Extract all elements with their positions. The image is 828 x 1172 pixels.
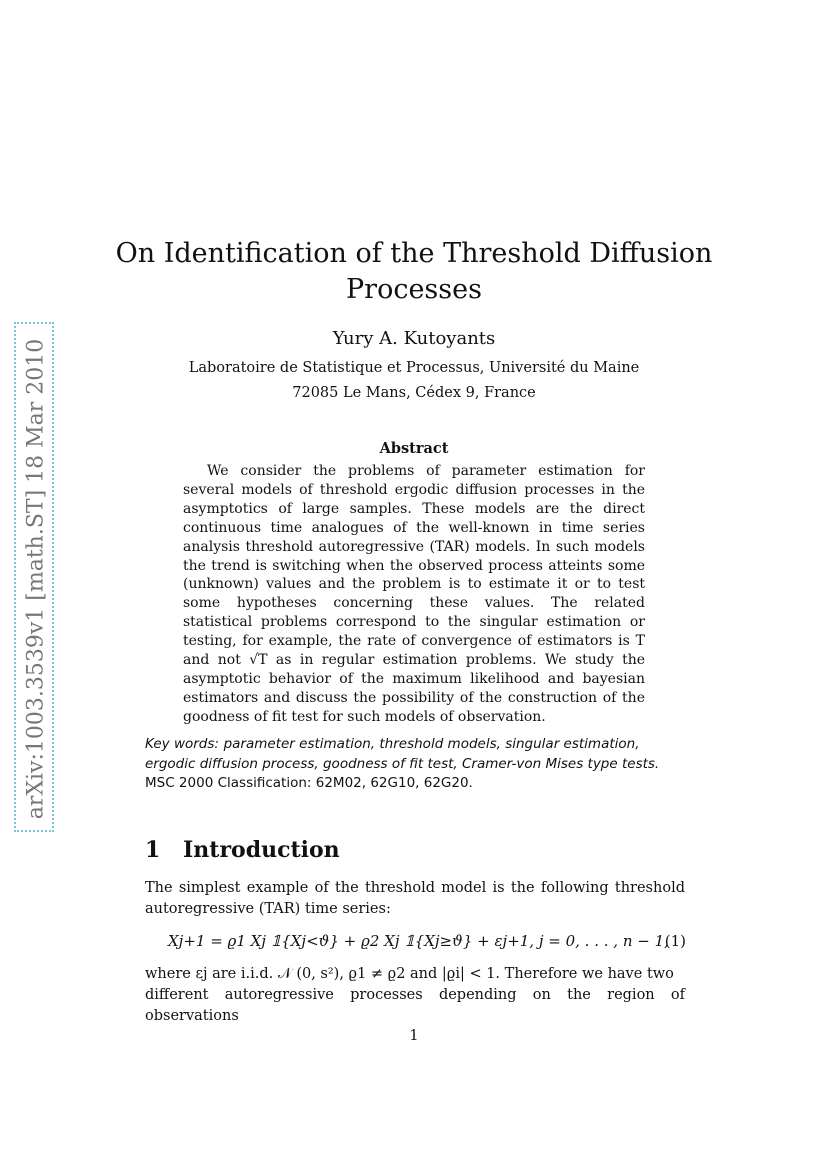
- equation-1: [168, 932, 686, 950]
- affiliation-line-2: 72085 Le Mans, Cédex 9, France: [292, 385, 536, 401]
- section-number: 1: [145, 837, 161, 863]
- after-equation-line-1: where εj are i.i.d. 𝒩 (0, s²), ϱ1 ≠ ϱ2 and |ϱi| < 1. Therefore we have two: [145, 966, 674, 982]
- title-line-2: Processes: [346, 274, 482, 305]
- title-line-1: On Identification of the Threshold Diffusion: [115, 238, 713, 269]
- keywords-block: [145, 735, 685, 794]
- page-number: 1: [409, 1028, 419, 1044]
- msc-classification: MSC 2000 Classification: 62M02, 62G10, 62G20.: [145, 775, 473, 791]
- paper-title: [0, 236, 828, 308]
- intro-paragraph: The simplest example of the threshold model is the following threshold autoregressive (TAR) time series:: [145, 880, 685, 917]
- equation-body: Xj+1 = ϱ1 Xj 𝟙{Xj<ϑ} + ϱ2 Xj 𝟙{Xj≥ϑ} + εj+1, j = 0, . . . , n − 1,: [168, 932, 669, 950]
- keywords-label: Key words:: [145, 736, 219, 752]
- abstract-text: We consider the problems of parameter estimation for several models of threshold ergodic diffusion processes in the asymptotics of large samples. These models are the direct continuous time analogues of the well-known in time series analysis threshold autoregressive (TAR) models. In such models the trend is switching when the observed process atteints some (unknown) values and the problem is to estimate it or to test some hypotheses concerning these values. The related statistical problems correspond to the singular estimation or testing, for example, the rate of convergence of estimators is T and not √T as in regular estimation problems. We study the asymptotic behavior of the maximum likelihood and bayesian estimators and discuss the possibility of the construction of the goodness of fit test for such models of observation.: [183, 463, 645, 725]
- affiliation-line-1: Laboratoire de Statistique et Processus, Université du Maine: [188, 360, 640, 376]
- keywords-text: parameter estimation, threshold models, singular estimation, ergodic diffusion process, goodness of fit test, Cramer-von Mises type tests.: [145, 736, 660, 772]
- equation-number: (1): [664, 932, 686, 950]
- abstract-body: [183, 462, 645, 727]
- after-equation-line-2: different autoregressive processes depending on the region of observations: [145, 987, 685, 1024]
- abstract-heading: Abstract: [379, 440, 449, 457]
- section-title: Introduction: [183, 837, 340, 863]
- author-name: Yury A. Kutoyants: [332, 328, 496, 349]
- arxiv-identifier: arXiv:1003.3539v1 [math.ST] 18 Mar 2010: [23, 338, 49, 820]
- section-heading: [145, 837, 340, 863]
